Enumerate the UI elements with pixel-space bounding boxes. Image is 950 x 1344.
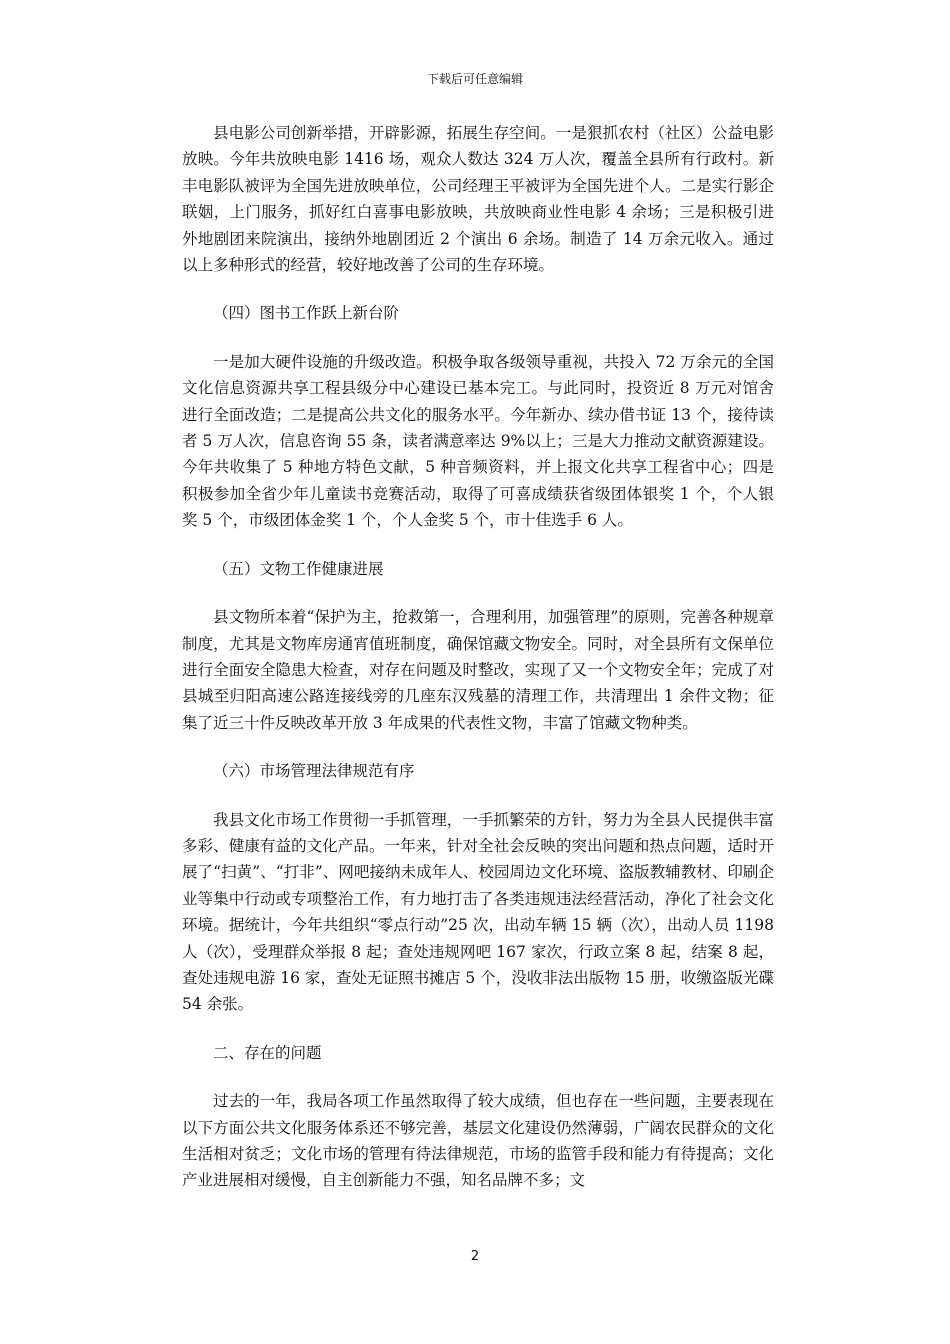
page-number: 2 <box>470 1249 480 1264</box>
paragraph-market-management: 我县文化市场工作贯彻一手抓管理，一手抓繁荣的方针，努力为全县人民提供丰富多彩、健康有益的文化产品。一年来，针对全社会反映的突出问题和热点问题，适时开展了“扫黄”、“打非”、网吧接纳未成年人、校园周边文化环境、盗版教辅教材、印刷企业等集中行动或专项整治工作，有力地打击了各类违规违法经营活动，净化了社会文化环境。据统计，今年共组织“零点行动”25 次，出动车辆 15 辆（次），出动人员 1198 人（次），受理群众举报 8 起；查处违规网吧 167 家次，行政立案 8 起，结案 8 起，查处违规电游 16 家，查处无证照书摊店 5 个，没收非法出版物 15 册，收缴盗版光碟 54 余张。 <box>182 810 774 1014</box>
section-heading-cultural-relics: （五）文物工作健康进展 <box>213 559 384 578</box>
paragraph-library: 一是加大硬件设施的升级改造。积极争取各级领导重视，共投入 72 万余元的全国文化信息资源共享工程县级分中心建设已基本完工。与此同时，投资近 8 万元对馆舍进行全面改造；二是提高公共文化的服务水平。今年新办、续办借书证 13 个，接待读者 5 万人次，信息咨询 55 条，读者满意率达 9%以上；三是大力推动文献资源建设。今年共收集了 5 种地方特色文献，5 种音频资料，并上报文化共享工程省中心；四是积极参加全省少年儿童读书竞赛活动，取得了可喜成绩获省级团体银奖 1 个，个人银奖 5 个，市级团体金奖 1 个，个人金奖 5 个，市十佳选手 6 人。 <box>182 352 774 530</box>
document-body <box>182 120 774 1216</box>
section-heading-library: （四）图书工作跃上新台阶 <box>213 304 400 323</box>
paragraph-film-company: 县电影公司创新举措，开辟影源，拓展生存空间。一是狠抓农村（社区）公益电影放映。今年共放映电影 1416 场，观众人数达 324 万人次，覆盖全县所有行政村。新丰电影队被评为全国先进放映单位，公司经理王平被评为全国先进个人。二是实行影企联姻，上门服务，抓好红白喜事电影放映，共放映商业性电影 4 余场；三是积极引进外地剧团来院演出，接纳外地剧团近 2 个演出 6 余场。制造了 14 万余元收入。通过以上多种形式的经营，较好地改善了公司的生存环境。 <box>182 124 774 275</box>
paragraph-problems: 过去的一年，我局各项工作虽然取得了较大成绩，但也存在一些问题，主要表现在以下方面公共文化服务体系还不够完善，基层文化建设仍然薄弱，广阔农民群众的文化生活相对贫乏；文化市场的管理有待法律规范，市场的监管手段和能力有待提高；文化产业进展相对缓慢，自主创新能力不强，知名品牌不多；文 <box>182 1092 774 1190</box>
section-heading-market-management: （六）市场管理法律规范有序 <box>213 762 415 781</box>
page-header: 下载后可任意编辑 <box>426 72 523 86</box>
paragraph-cultural-relics: 县文物所本着“保护为主，抢救第一，合理利用，加强管理”的原则，完善各种规章制度，尤其是文物库房通宵值班制度，确保馆藏文物安全。同时，对全县所有文保单位进行全面安全隐患大检查，对存在问题及时整改，实现了又一个文物安全年；完成了对县城至归阳高速公路连接线旁的几座东汉残墓的清理工作，共清理出 1 余件文物；征集了近三十件反映改革开放 3 年成果的代表性文物，丰富了馆藏文物种类。 <box>182 608 774 732</box>
section-heading-problems: 二、存在的问题 <box>213 1043 322 1062</box>
